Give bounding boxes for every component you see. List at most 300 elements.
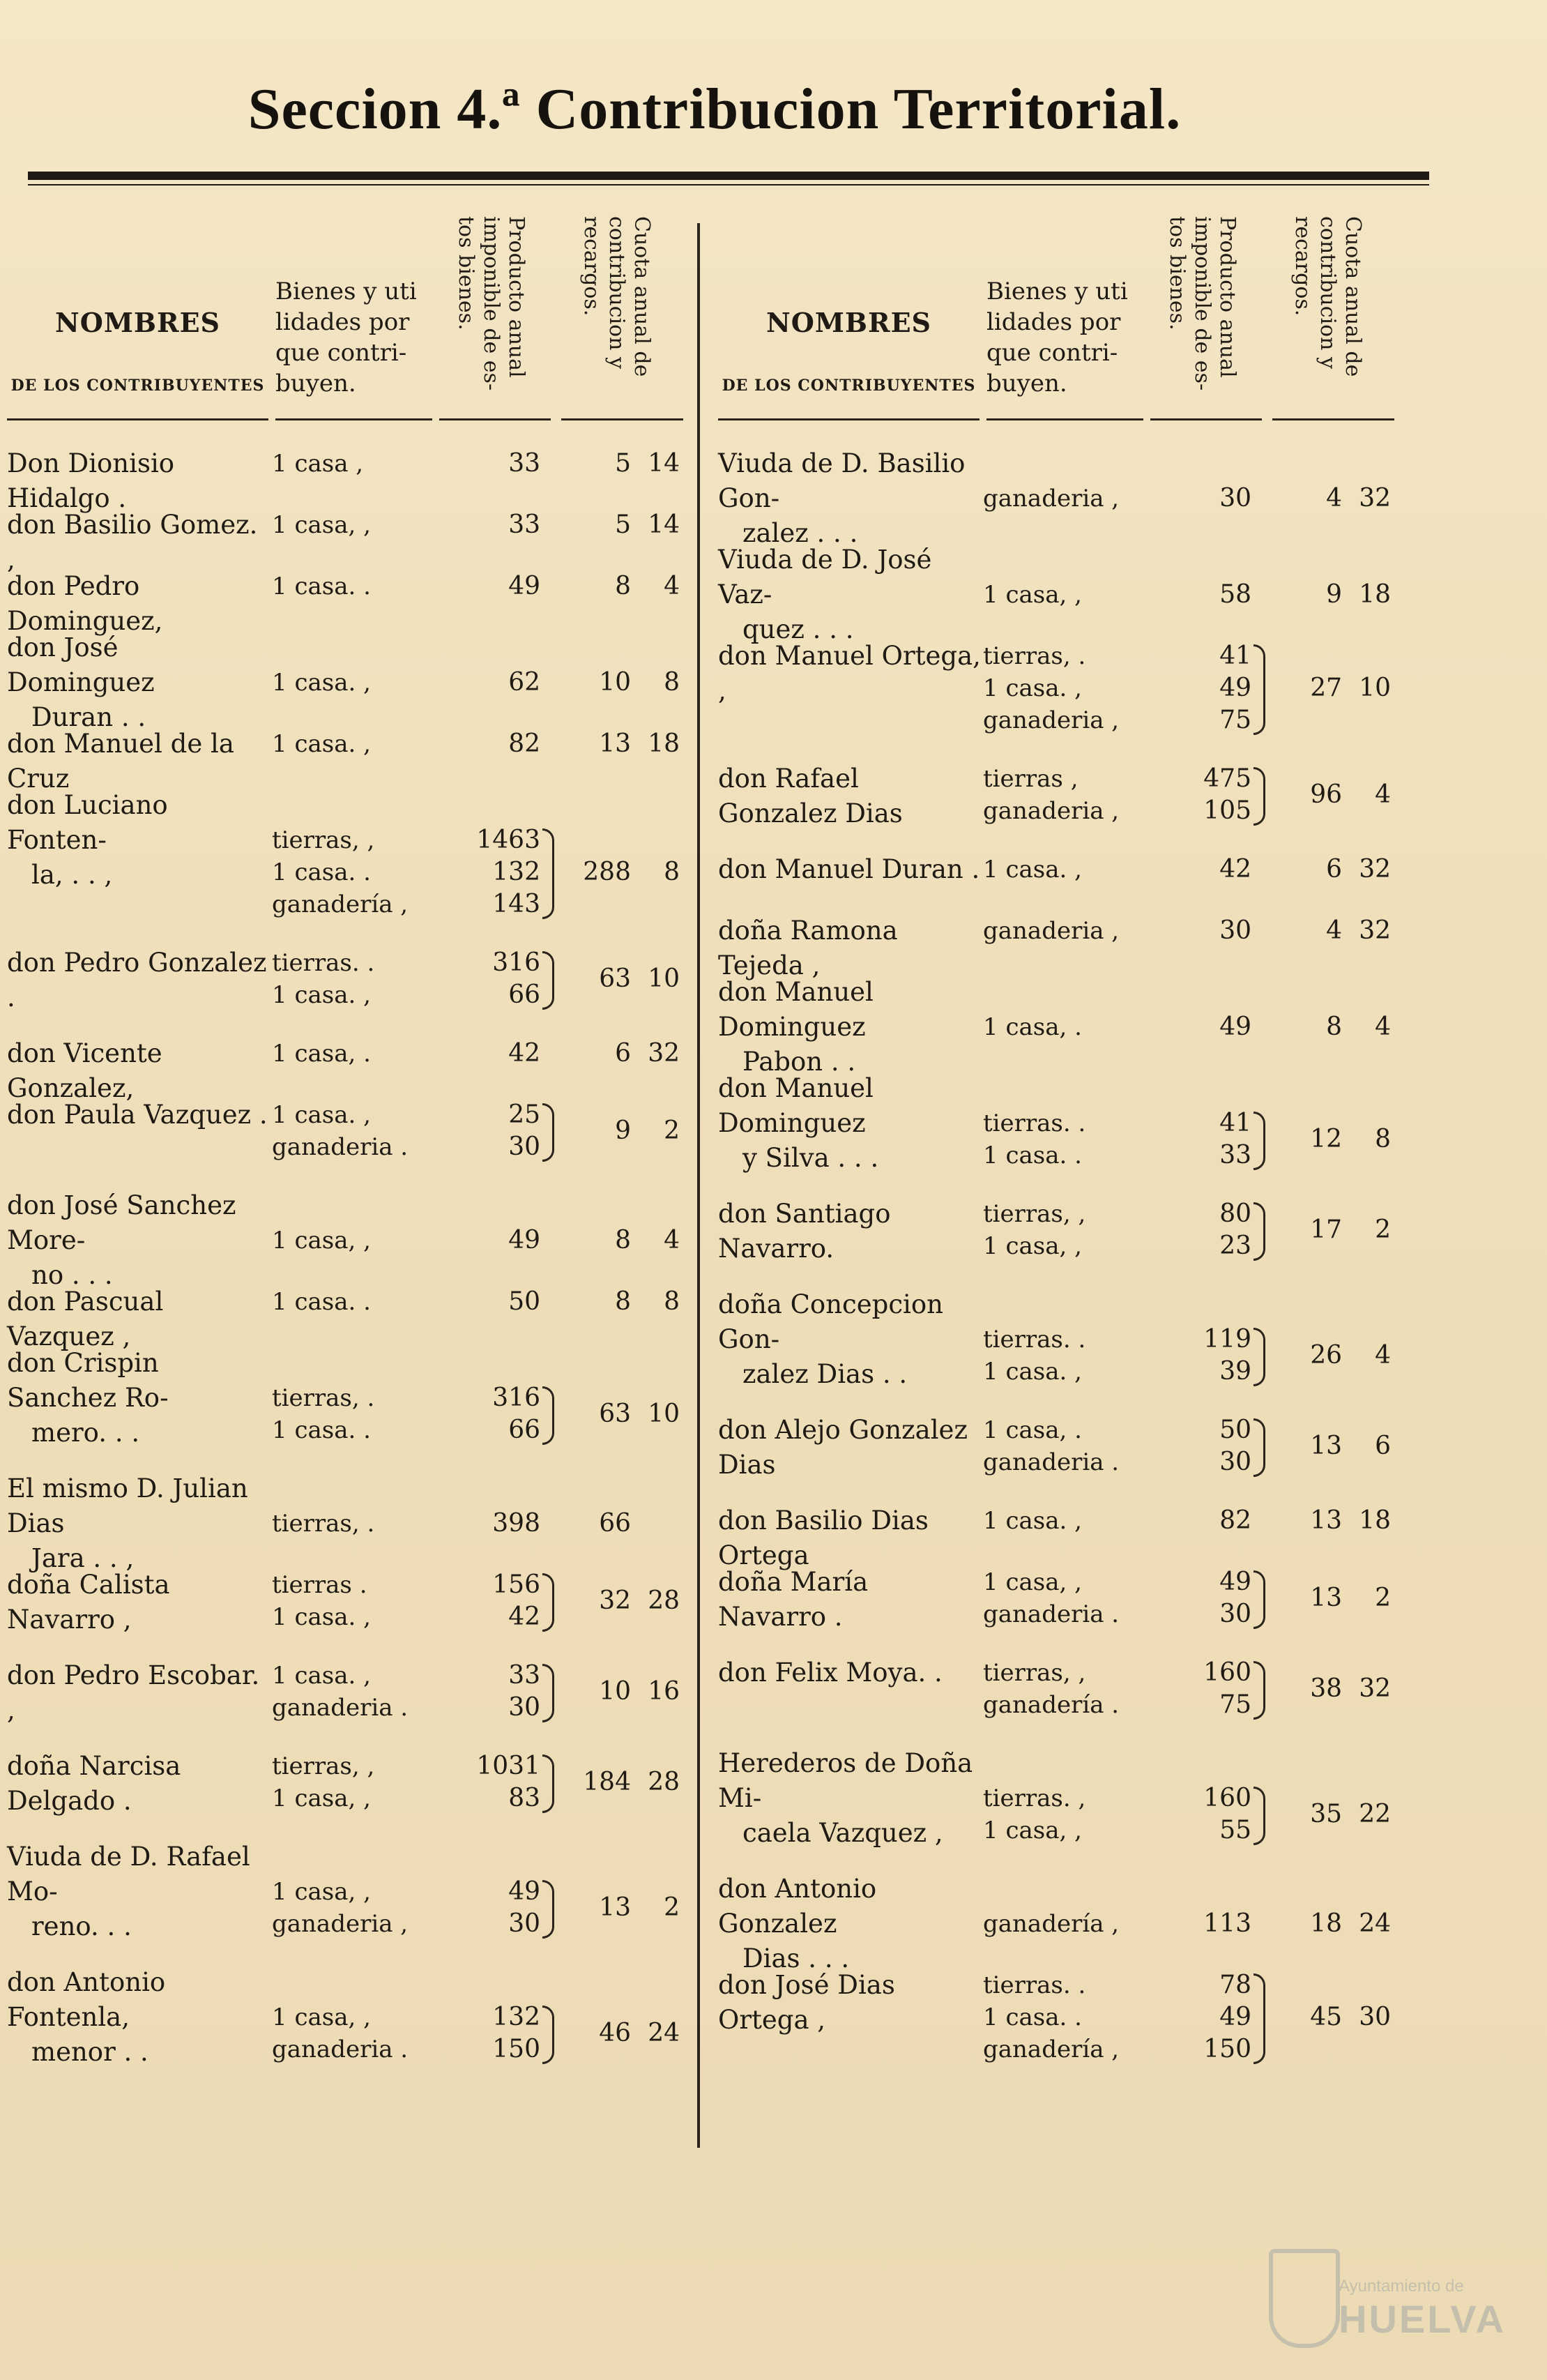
- bienes-cell: [272, 1099, 439, 1163]
- cuota-fraction: 2: [664, 1116, 680, 1145]
- table-row: [718, 1287, 1401, 1389]
- producto-value: 25: [508, 1100, 540, 1129]
- producto-cell: [439, 1099, 540, 1163]
- table-row: [7, 946, 690, 1013]
- producto-cell: [439, 1750, 540, 1814]
- brace: [1253, 644, 1265, 735]
- producto-cell: [1150, 1657, 1251, 1721]
- name-line: don Manuel Duran .: [718, 854, 980, 884]
- cuota-pesos: 13: [599, 1893, 631, 1922]
- cuota-fraction: 18: [1359, 1506, 1391, 1535]
- producto-value: 41: [1219, 642, 1251, 670]
- bienes-item: 1 casa. ,: [272, 1603, 371, 1631]
- table-row: [7, 1188, 690, 1290]
- cuota-cell: [1269, 1582, 1391, 1614]
- name-line: Don Dionisio Hidalgo .: [7, 448, 175, 513]
- table-header: [718, 209, 1401, 425]
- producto-value: 66: [508, 980, 540, 1009]
- contributor-name: [7, 788, 272, 893]
- producto-value: 82: [1219, 1506, 1251, 1535]
- producto-cell: [1150, 1414, 1251, 1478]
- producto-cell: [1150, 763, 1251, 827]
- producto-value: 30: [1219, 1448, 1251, 1476]
- bienes-item: tierras ,: [983, 765, 1079, 793]
- bienes-cell: [983, 483, 1150, 515]
- table-row: [7, 1471, 690, 1573]
- brace: [542, 951, 554, 1010]
- producto-value: 30: [1219, 484, 1251, 513]
- bienes-item: tierras, .: [272, 1510, 375, 1538]
- producto-value: 49: [1219, 1568, 1251, 1596]
- producto-cell: [439, 570, 540, 602]
- bienes-item: 1 casa, ,: [272, 1784, 371, 1812]
- cuota-cell: [558, 1585, 680, 1617]
- producto-value: 41: [1219, 1109, 1251, 1137]
- contributor-name: [718, 543, 983, 647]
- cuota-cell: [1269, 1214, 1391, 1246]
- bienes-cell: [272, 667, 439, 699]
- cuota-pesos: 5: [615, 510, 631, 539]
- bienes-item: tierras, ,: [983, 1200, 1086, 1228]
- cuota-fraction: 18: [1359, 580, 1391, 609]
- cuota-fraction: 10: [648, 1400, 680, 1428]
- bienes-item: 1 casa, ,: [272, 1227, 371, 1255]
- bienes-cell: [272, 1876, 439, 1940]
- bienes-item: 1 casa, .: [983, 1013, 1082, 1041]
- bienes-item: 1 casa, ,: [272, 1878, 371, 1906]
- brace: [542, 1103, 554, 1162]
- header-names-sub: DE LOS CONTRIBUYENTES: [10, 377, 265, 395]
- cuota-cell: [558, 1225, 680, 1257]
- cuota-pesos: 38: [1310, 1674, 1342, 1703]
- cuota-pesos: 184: [583, 1768, 631, 1796]
- producto-cell: [1150, 1566, 1251, 1630]
- bienes-cell: [983, 1969, 1150, 2066]
- table-row: [718, 761, 1401, 826]
- bienes-item: ganaderia .: [983, 1600, 1120, 1628]
- name-line: El mismo D. Julian Dias: [7, 1473, 248, 1538]
- contributor-name: [7, 1749, 272, 1819]
- name-line: Viuda de D. Basilio Gon-: [718, 448, 966, 513]
- cuota-cell: [558, 1115, 680, 1147]
- producto-cell: [439, 1569, 540, 1633]
- bienes-item: 1 casa. .: [983, 1142, 1082, 1169]
- name-line: menor . .: [31, 2037, 148, 2067]
- brace: [1253, 1787, 1265, 1845]
- cuota-cell: [1269, 1908, 1391, 1940]
- producto-value: 398: [492, 1509, 540, 1538]
- bienes-item: 1 casa. ,: [983, 674, 1082, 702]
- contributor-name: [7, 1471, 272, 1576]
- cuota-fraction: 4: [1375, 1013, 1391, 1041]
- producto-value: 33: [1219, 1141, 1251, 1169]
- bienes-cell: [272, 1660, 439, 1724]
- bienes-item: 1 casa, ,: [272, 511, 371, 539]
- brace: [1253, 1418, 1265, 1477]
- producto-value: 113: [1203, 1909, 1251, 1938]
- page-title: Seccion 4.ª Contribucion Territorial.: [247, 77, 1182, 142]
- bienes-item: tierras. .: [983, 1109, 1086, 1137]
- table-row: [718, 1413, 1401, 1480]
- cuota-fraction: 18: [648, 729, 680, 758]
- contributor-name: [718, 1197, 983, 1266]
- producto-cell: [439, 2001, 540, 2066]
- cuota-fraction: 16: [648, 1677, 680, 1706]
- bienes-item: ganaderia ,: [983, 485, 1120, 513]
- bienes-item: tierras. .: [272, 949, 375, 977]
- table-row: [718, 1872, 1401, 1973]
- name-line: doña Ramona Tejeda ,: [718, 916, 898, 980]
- title-rule-thin: [28, 184, 1429, 185]
- bienes-cell: [983, 1782, 1150, 1847]
- bienes-cell: [983, 1011, 1150, 1043]
- brace: [1253, 1112, 1265, 1170]
- table-row: [7, 1965, 690, 2067]
- producto-value: 33: [508, 1661, 540, 1690]
- cuota-cell: [1269, 2001, 1391, 2033]
- bienes-item: 1 casa. ,: [272, 1101, 371, 1129]
- table-row: [718, 639, 1401, 735]
- cuota-pesos: 13: [1310, 1584, 1342, 1612]
- name-line: y Silva . . .: [742, 1143, 879, 1173]
- header-names: NOMBRES: [765, 307, 931, 338]
- table-row: [718, 1968, 1401, 2064]
- bienes-cell: [983, 1107, 1150, 1172]
- table-row: [7, 630, 690, 732]
- bienes-item: 1 casa. ,: [983, 1507, 1082, 1535]
- cuota-pesos: 10: [599, 668, 631, 697]
- name-line: reno. . .: [31, 1911, 132, 1941]
- bienes-item: tierras, ,: [983, 1659, 1086, 1687]
- header-rule: [1150, 418, 1262, 420]
- producto-value: 50: [508, 1287, 540, 1316]
- header-rule: [7, 418, 268, 420]
- bienes-cell: [983, 640, 1150, 736]
- header-bienes: Bienes y uti lidades por que contri- buyen.: [275, 278, 417, 397]
- name-line: Viuda de D. José Vaz-: [718, 545, 932, 609]
- bienes-cell: [272, 570, 439, 602]
- producto-value: 30: [1219, 1600, 1251, 1628]
- bienes-cell: [272, 947, 439, 1011]
- producto-value: 143: [492, 890, 540, 918]
- producto-cell: [439, 1225, 540, 1257]
- cuota-cell: [1269, 1673, 1391, 1705]
- cuota-pesos: 8: [615, 572, 631, 600]
- cuota-cell: [1269, 1798, 1391, 1831]
- bienes-item: 1 casa. ,: [983, 856, 1082, 884]
- brace: [1253, 1202, 1265, 1261]
- table-row: [718, 975, 1401, 1077]
- table-row: [7, 1658, 690, 1725]
- bienes-cell: [983, 854, 1150, 886]
- producto-value: 132: [492, 2003, 540, 2031]
- bienes-item: 1 casa, ,: [983, 1817, 1082, 1844]
- producto-cell: [439, 1038, 540, 1070]
- bienes-cell: [272, 509, 439, 541]
- producto-value: 75: [1219, 1690, 1251, 1719]
- name-line: don Luciano Fonten-: [7, 790, 168, 855]
- cuota-pesos: 63: [599, 964, 631, 993]
- name-line: caela Vazquez ,: [742, 1818, 943, 1848]
- producto-value: 80: [1219, 1199, 1251, 1228]
- cuota-fraction: 8: [664, 668, 680, 697]
- cuota-cell: [558, 448, 680, 480]
- bienes-item: tierras, ,: [272, 826, 375, 854]
- bienes-item: 1 casa, ,: [983, 581, 1082, 609]
- producto-cell: [439, 1286, 540, 1318]
- cuota-fraction: 24: [648, 2019, 680, 2047]
- producto-value: 150: [492, 2035, 540, 2063]
- cuota-cell: [1269, 915, 1391, 947]
- name-line: doña Narcisa Delgado .: [7, 1751, 181, 1816]
- producto-value: 78: [1219, 1971, 1251, 1999]
- cuota-pesos: 66: [599, 1509, 631, 1538]
- cuota-pesos: 4: [1326, 916, 1342, 945]
- producto-cell: [439, 947, 540, 1011]
- header-rule: [986, 418, 1143, 420]
- brace: [542, 1664, 554, 1722]
- contributor-name: [718, 1503, 983, 1573]
- table-row: [7, 446, 690, 513]
- contributor-name: [7, 446, 272, 516]
- producto-cell: [439, 824, 540, 920]
- table-row: [7, 1346, 690, 1448]
- bienes-cell: [983, 579, 1150, 611]
- cuota-pesos: 8: [615, 1226, 631, 1255]
- contributor-name: [718, 1655, 983, 1690]
- contributor-name: [718, 1746, 983, 1851]
- cuota-pesos: 10: [599, 1677, 631, 1706]
- name-line: don Vicente Gonzalez,: [7, 1038, 162, 1103]
- cuota-fraction: 32: [1359, 1674, 1391, 1703]
- cuota-pesos: 96: [1310, 780, 1342, 809]
- name-line: Dias . . .: [742, 1943, 850, 1973]
- cuota-fraction: 14: [648, 449, 680, 478]
- producto-cell: [1150, 579, 1251, 611]
- watermark-line2: HUELVA: [1339, 2297, 1506, 2341]
- header-rule: [1272, 418, 1394, 420]
- bienes-item: tierras. .: [983, 1326, 1086, 1354]
- producto-value: 1031: [476, 1752, 540, 1780]
- bienes-cell: [983, 1566, 1150, 1630]
- table-row: [7, 1749, 690, 1816]
- bienes-cell: [272, 1286, 439, 1318]
- contributor-name: [7, 1965, 272, 2070]
- name-line: doña Calista Navarro ,: [7, 1570, 170, 1635]
- bienes-cell: [272, 448, 439, 480]
- producto-value: 66: [508, 1416, 540, 1444]
- contributor-name: [7, 630, 272, 735]
- name-line: don Crispin Sanchez Ro-: [7, 1348, 169, 1413]
- producto-value: 33: [508, 510, 540, 539]
- header-rule: [718, 418, 980, 420]
- cuota-cell: [558, 2017, 680, 2049]
- cuota-fraction: 2: [664, 1893, 680, 1922]
- cuota-cell: [558, 856, 680, 888]
- cuota-fraction: 22: [1359, 1800, 1391, 1828]
- producto-cell: [1150, 915, 1251, 947]
- producto-value: 82: [508, 729, 540, 758]
- bienes-item: ganaderia ,: [272, 1910, 409, 1938]
- bienes-item: ganaderia .: [272, 2036, 409, 2063]
- producto-value: 132: [492, 858, 540, 886]
- producto-value: 55: [1219, 1816, 1251, 1844]
- contributor-name: [7, 1840, 272, 1944]
- bienes-cell: [983, 915, 1150, 947]
- name-line: don Antonio Gonzalez: [718, 1874, 877, 1939]
- header-bienes: Bienes y uti lidades por que contri- buyen.: [986, 278, 1128, 397]
- contributor-name: [718, 975, 983, 1079]
- name-line: don Manuel Ortega, ,: [718, 641, 981, 706]
- bienes-item: 1 casa. ,: [272, 981, 371, 1009]
- header-producto: Producto anual imponible de es- tos bienes.: [1165, 216, 1240, 391]
- bienes-cell: [272, 1382, 439, 1446]
- contributor-name: [7, 1346, 272, 1450]
- producto-value: 75: [1219, 706, 1251, 734]
- bienes-item: 1 casa, ,: [983, 1568, 1082, 1596]
- table-row: [718, 1503, 1401, 1570]
- table-row: [718, 852, 1401, 887]
- producto-value: 30: [508, 1693, 540, 1722]
- bienes-cell: [983, 763, 1150, 827]
- contributor-name: [718, 639, 983, 708]
- bienes-cell: [272, 1038, 439, 1070]
- header-producto: Producto anual imponible de es- tos bienes.: [454, 216, 528, 391]
- name-line: don Pedro Escobar. ,: [7, 1660, 260, 1725]
- name-line: don Pedro Gonzalez .: [7, 948, 267, 1013]
- brace: [1253, 1973, 1265, 2064]
- producto-value: 49: [508, 1226, 540, 1255]
- bienes-cell: [272, 1508, 439, 1540]
- producto-value: 30: [508, 1909, 540, 1938]
- name-line: Pabon . .: [742, 1047, 856, 1077]
- header-rule: [561, 418, 683, 420]
- name-line: don Paula Vazquez .: [7, 1100, 268, 1130]
- contributor-name: [7, 1098, 272, 1132]
- cuota-cell: [1269, 1011, 1391, 1043]
- cuota-fraction: 8: [664, 858, 680, 886]
- header-names: NOMBRES: [54, 307, 220, 338]
- cuota-fraction: 10: [1359, 674, 1391, 702]
- left-table: [7, 209, 690, 2148]
- cuota-fraction: 4: [1375, 780, 1391, 809]
- cuota-fraction: 2: [1375, 1215, 1391, 1244]
- bienes-item: 1 casa. .: [272, 1288, 371, 1316]
- table-row: [7, 1098, 690, 1162]
- name-line: Herederos de Doña Mi-: [718, 1748, 973, 1813]
- cuota-fraction: 28: [648, 1586, 680, 1615]
- bienes-item: 1 casa, ,: [272, 2003, 371, 2031]
- name-line: doña María Navarro .: [718, 1567, 869, 1632]
- bienes-cell: [983, 1414, 1150, 1478]
- bienes-item: 1 casa. .: [272, 858, 371, 886]
- watermark-logo: [1241, 2242, 1520, 2367]
- table-row: [7, 569, 690, 636]
- bienes-item: ganadería ,: [983, 2036, 1120, 2063]
- contributor-name: [7, 727, 272, 796]
- table-row: [7, 788, 690, 919]
- bienes-item: 1 casa, .: [983, 1416, 1082, 1444]
- bienes-cell: [272, 728, 439, 760]
- cuota-cell: [1269, 1340, 1391, 1372]
- producto-cell: [439, 1660, 540, 1724]
- cuota-pesos: 13: [1310, 1506, 1342, 1535]
- contributor-name: [7, 1036, 272, 1106]
- contributor-name: [7, 569, 272, 639]
- producto-cell: [1150, 640, 1251, 736]
- cuota-cell: [1269, 672, 1391, 704]
- bienes-item: ganaderia .: [272, 1133, 409, 1161]
- bienes-item: 1 casa. .: [983, 2003, 1082, 2031]
- bienes-cell: [272, 1569, 439, 1633]
- contributor-name: [718, 1872, 983, 1976]
- bienes-item: 1 casa, .: [272, 1040, 371, 1068]
- cuota-fraction: 8: [664, 1287, 680, 1316]
- table-row: [7, 508, 690, 575]
- producto-value: 39: [1219, 1357, 1251, 1386]
- watermark-line1: Ayuntamiento de: [1339, 2277, 1464, 2296]
- producto-value: 30: [1219, 916, 1251, 945]
- cuota-pesos: 5: [615, 449, 631, 478]
- contributor-name: [7, 508, 272, 577]
- name-line: don Felix Moya. .: [718, 1658, 943, 1688]
- bienes-cell: [983, 1198, 1150, 1262]
- brace: [1253, 1570, 1265, 1629]
- producto-value: 1463: [476, 826, 540, 854]
- cuota-cell: [1269, 1505, 1391, 1537]
- name-line: la, . . ,: [31, 860, 113, 890]
- column-divider: [697, 223, 700, 2148]
- brace: [1253, 1328, 1265, 1386]
- cuota-pesos: 9: [1326, 580, 1342, 609]
- cuota-fraction: 28: [648, 1768, 680, 1796]
- cuota-fraction: 32: [648, 1039, 680, 1068]
- name-line: no . . .: [31, 1260, 113, 1290]
- producto-cell: [439, 1876, 540, 1940]
- name-line: zalez . . .: [742, 518, 858, 548]
- bienes-item: 1 casa. ,: [272, 730, 371, 758]
- header-cuota: Cuota anual de contribucion y recargos.: [1290, 216, 1365, 377]
- table-row: [718, 543, 1401, 644]
- producto-cell: [1150, 1782, 1251, 1847]
- producto-value: 49: [1219, 2003, 1251, 2031]
- cuota-cell: [558, 1508, 680, 1540]
- brace: [542, 1386, 554, 1445]
- bienes-cell: [272, 824, 439, 920]
- bienes-item: 1 casa ,: [272, 450, 364, 478]
- header-rule: [439, 418, 551, 420]
- bienes-item: 1 casa. ,: [272, 669, 371, 697]
- bienes-item: 1 casa. .: [272, 1416, 371, 1444]
- cuota-pesos: 8: [615, 1287, 631, 1316]
- table-row: [718, 446, 1401, 548]
- cuota-cell: [558, 1398, 680, 1430]
- bienes-item: 1 casa. ,: [272, 1662, 371, 1690]
- cuota-cell: [558, 1766, 680, 1798]
- bienes-item: tierras, .: [983, 642, 1086, 670]
- table-row: [7, 1840, 690, 1939]
- header-cuota: Cuota anual de contribucion y recargos.: [579, 216, 654, 377]
- producto-cell: [1150, 1198, 1251, 1262]
- cuota-pesos: 17: [1310, 1215, 1342, 1244]
- cuota-cell: [1269, 1123, 1391, 1155]
- producto-value: 30: [508, 1132, 540, 1161]
- producto-value: 49: [1219, 674, 1251, 702]
- bienes-item: 1 casa. ,: [983, 1358, 1082, 1386]
- bienes-cell: [272, 1225, 439, 1257]
- contributor-name: [718, 852, 983, 887]
- bienes-cell: [983, 1657, 1150, 1721]
